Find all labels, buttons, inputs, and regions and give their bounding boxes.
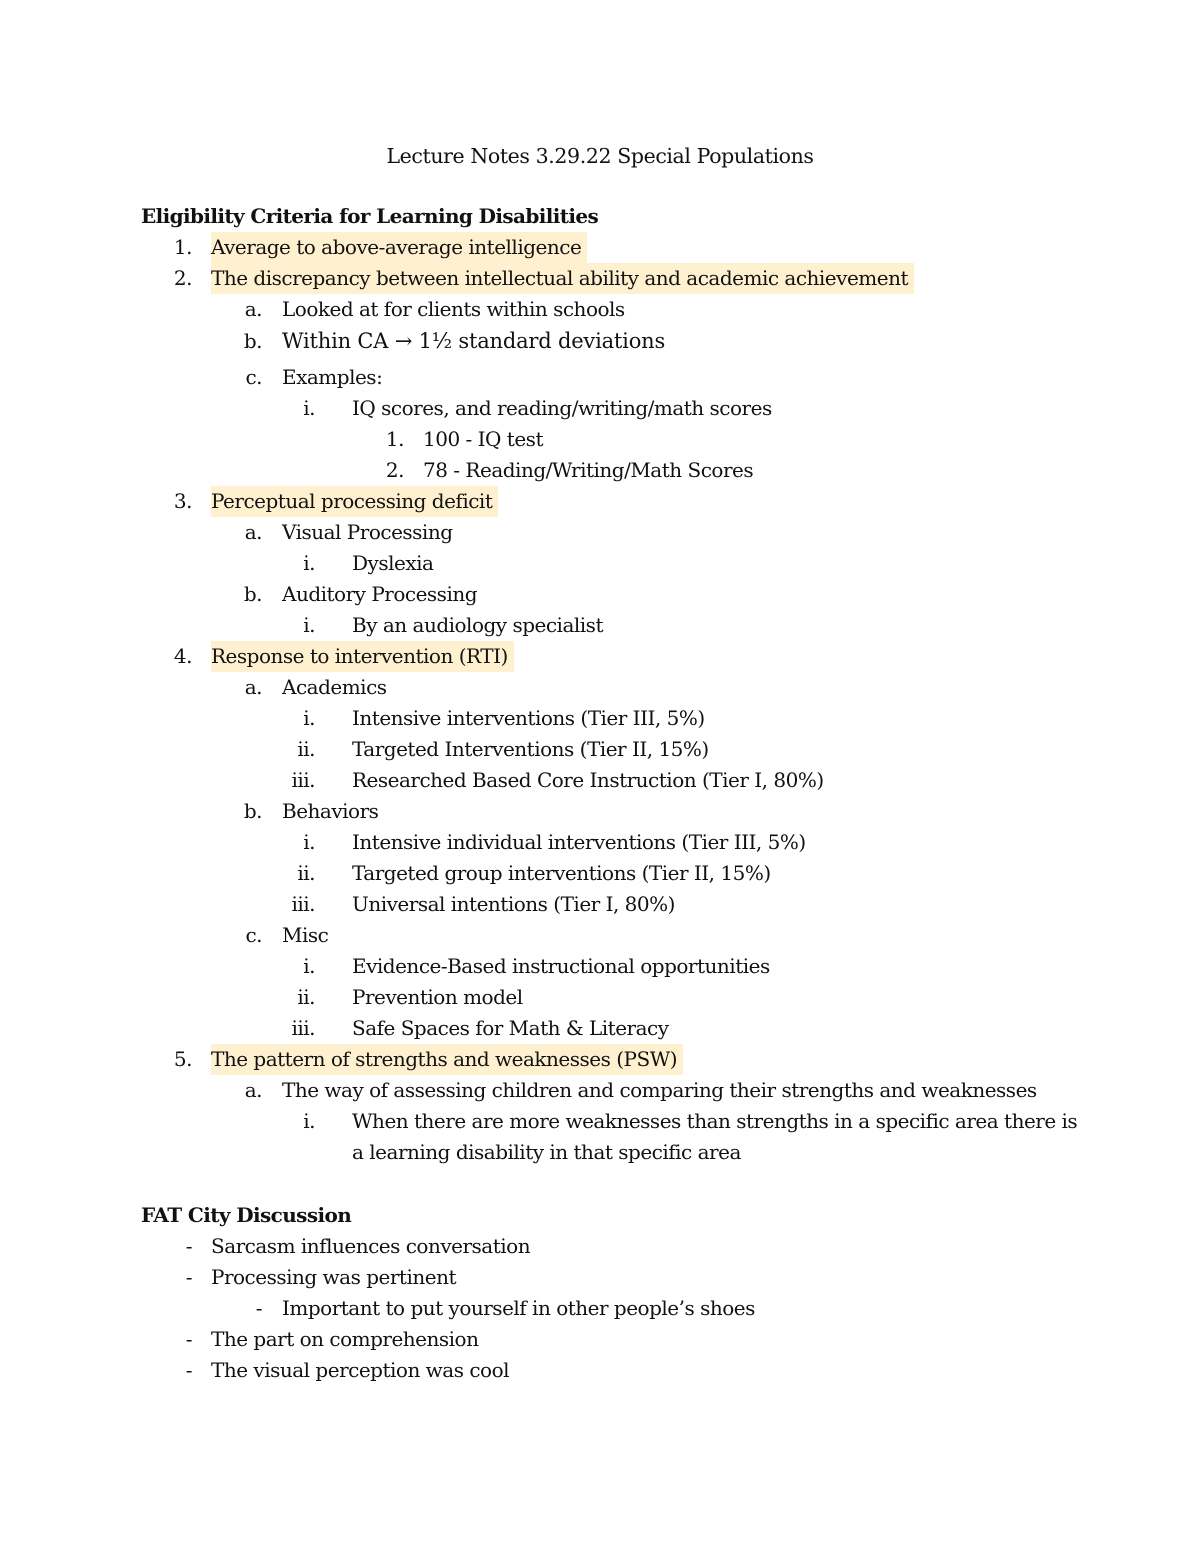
bullet-marker: - — [185, 1234, 192, 1258]
list-marker: a. — [244, 297, 262, 321]
bullet-marker: - — [255, 1296, 262, 1320]
bullet-item-text: The part on comprehension — [211, 1327, 479, 1351]
list-item-text: Visual Processing — [282, 520, 453, 544]
list-marker: ii. — [297, 985, 315, 1009]
list-item-text: Prevention model — [352, 985, 523, 1009]
list-marker: ii. — [297, 737, 315, 761]
list-marker: b. — [243, 329, 262, 353]
list-item-text: The pattern of strengths and weaknesses (PSW) — [211, 1044, 683, 1075]
list-marker: c. — [245, 365, 262, 389]
list-item-text: Average to above-average intelligence — [211, 232, 587, 263]
list-item-text: Intensive interventions (Tier III, 5%) — [352, 706, 705, 730]
bullet-item-text: Important to put yourself in other people’s shoes — [282, 1296, 755, 1320]
list-marker: 2. — [385, 458, 404, 482]
list-marker: iii. — [291, 768, 315, 792]
list-item-text: The discrepancy between intellectual ability and academic achievement — [211, 263, 914, 294]
list-marker: iii. — [291, 892, 315, 916]
list-item-text: Perceptual processing deficit — [211, 486, 498, 517]
list-marker: 4. — [173, 644, 192, 668]
list-item-text: Behaviors — [282, 799, 379, 823]
list-marker: iii. — [291, 1016, 315, 1040]
list-marker: i. — [303, 1109, 315, 1133]
list-marker: 1. — [173, 235, 192, 259]
list-item-text: Safe Spaces for Math & Literacy — [352, 1016, 669, 1040]
section-heading-fat-city: FAT City Discussion — [141, 1203, 352, 1227]
list-item-text: a learning disability in that specific area — [352, 1140, 741, 1164]
list-item-text: Response to intervention (RTI) — [211, 641, 514, 672]
list-marker: 5. — [173, 1047, 192, 1071]
list-marker: 1. — [385, 427, 404, 451]
list-marker: a. — [244, 520, 262, 544]
list-item-text: Evidence-Based instructional opportunities — [352, 954, 770, 978]
list-item-text: Targeted Interventions (Tier II, 15%) — [352, 737, 709, 761]
list-item-text: 78 - Reading/Writing/Math Scores — [423, 458, 754, 482]
list-item-text: 100 - IQ test — [423, 427, 543, 451]
list-marker: 3. — [173, 489, 192, 513]
bullet-marker: - — [185, 1327, 192, 1351]
list-marker: i. — [303, 706, 315, 730]
list-item-text: By an audiology specialist — [352, 613, 603, 637]
bullet-marker: - — [185, 1358, 192, 1382]
list-item-text: Universal intentions (Tier I, 80%) — [352, 892, 675, 916]
list-marker: b. — [243, 799, 262, 823]
list-marker: i. — [303, 551, 315, 575]
list-item-text: Targeted group interventions (Tier II, 15%) — [352, 861, 771, 885]
bullet-item-text: Processing was pertinent — [211, 1265, 456, 1289]
bullet-item-text: Sarcasm influences conversation — [211, 1234, 531, 1258]
list-marker: b. — [243, 582, 262, 606]
document-title: Lecture Notes 3.29.22 Special Populations — [386, 144, 814, 168]
list-item-text: The way of assessing children and comparing their strengths and weaknesses — [282, 1078, 1037, 1102]
list-marker: i. — [303, 613, 315, 637]
list-item-text: Auditory Processing — [282, 582, 478, 606]
bullet-item-text: The visual perception was cool — [211, 1358, 510, 1382]
list-marker: i. — [303, 830, 315, 854]
list-marker: i. — [303, 954, 315, 978]
list-item-text: When there are more weaknesses than strengths in a specific area there is — [352, 1109, 1078, 1133]
list-marker: 2. — [173, 266, 192, 290]
bullet-marker: - — [185, 1265, 192, 1289]
list-item-text: Within CA → 1½ standard deviations — [282, 329, 666, 353]
list-marker: c. — [245, 923, 262, 947]
list-item-text: Academics — [282, 675, 387, 699]
list-marker: a. — [244, 675, 262, 699]
list-item-text: Misc — [282, 923, 329, 947]
list-marker: i. — [303, 396, 315, 420]
section-heading-eligibility: Eligibility Criteria for Learning Disabilities — [141, 204, 599, 228]
list-item-text: Looked at for clients within schools — [282, 297, 625, 321]
list-marker: ii. — [297, 861, 315, 885]
list-item-text: Dyslexia — [352, 551, 434, 575]
list-item-text: IQ scores, and reading/writing/math scores — [352, 396, 772, 420]
list-item-text: Intensive individual interventions (Tier III, 5%) — [352, 830, 806, 854]
list-item-text: Researched Based Core Instruction (Tier I, 80%) — [352, 768, 824, 792]
list-marker: a. — [244, 1078, 262, 1102]
list-item-text: Examples: — [282, 365, 383, 389]
